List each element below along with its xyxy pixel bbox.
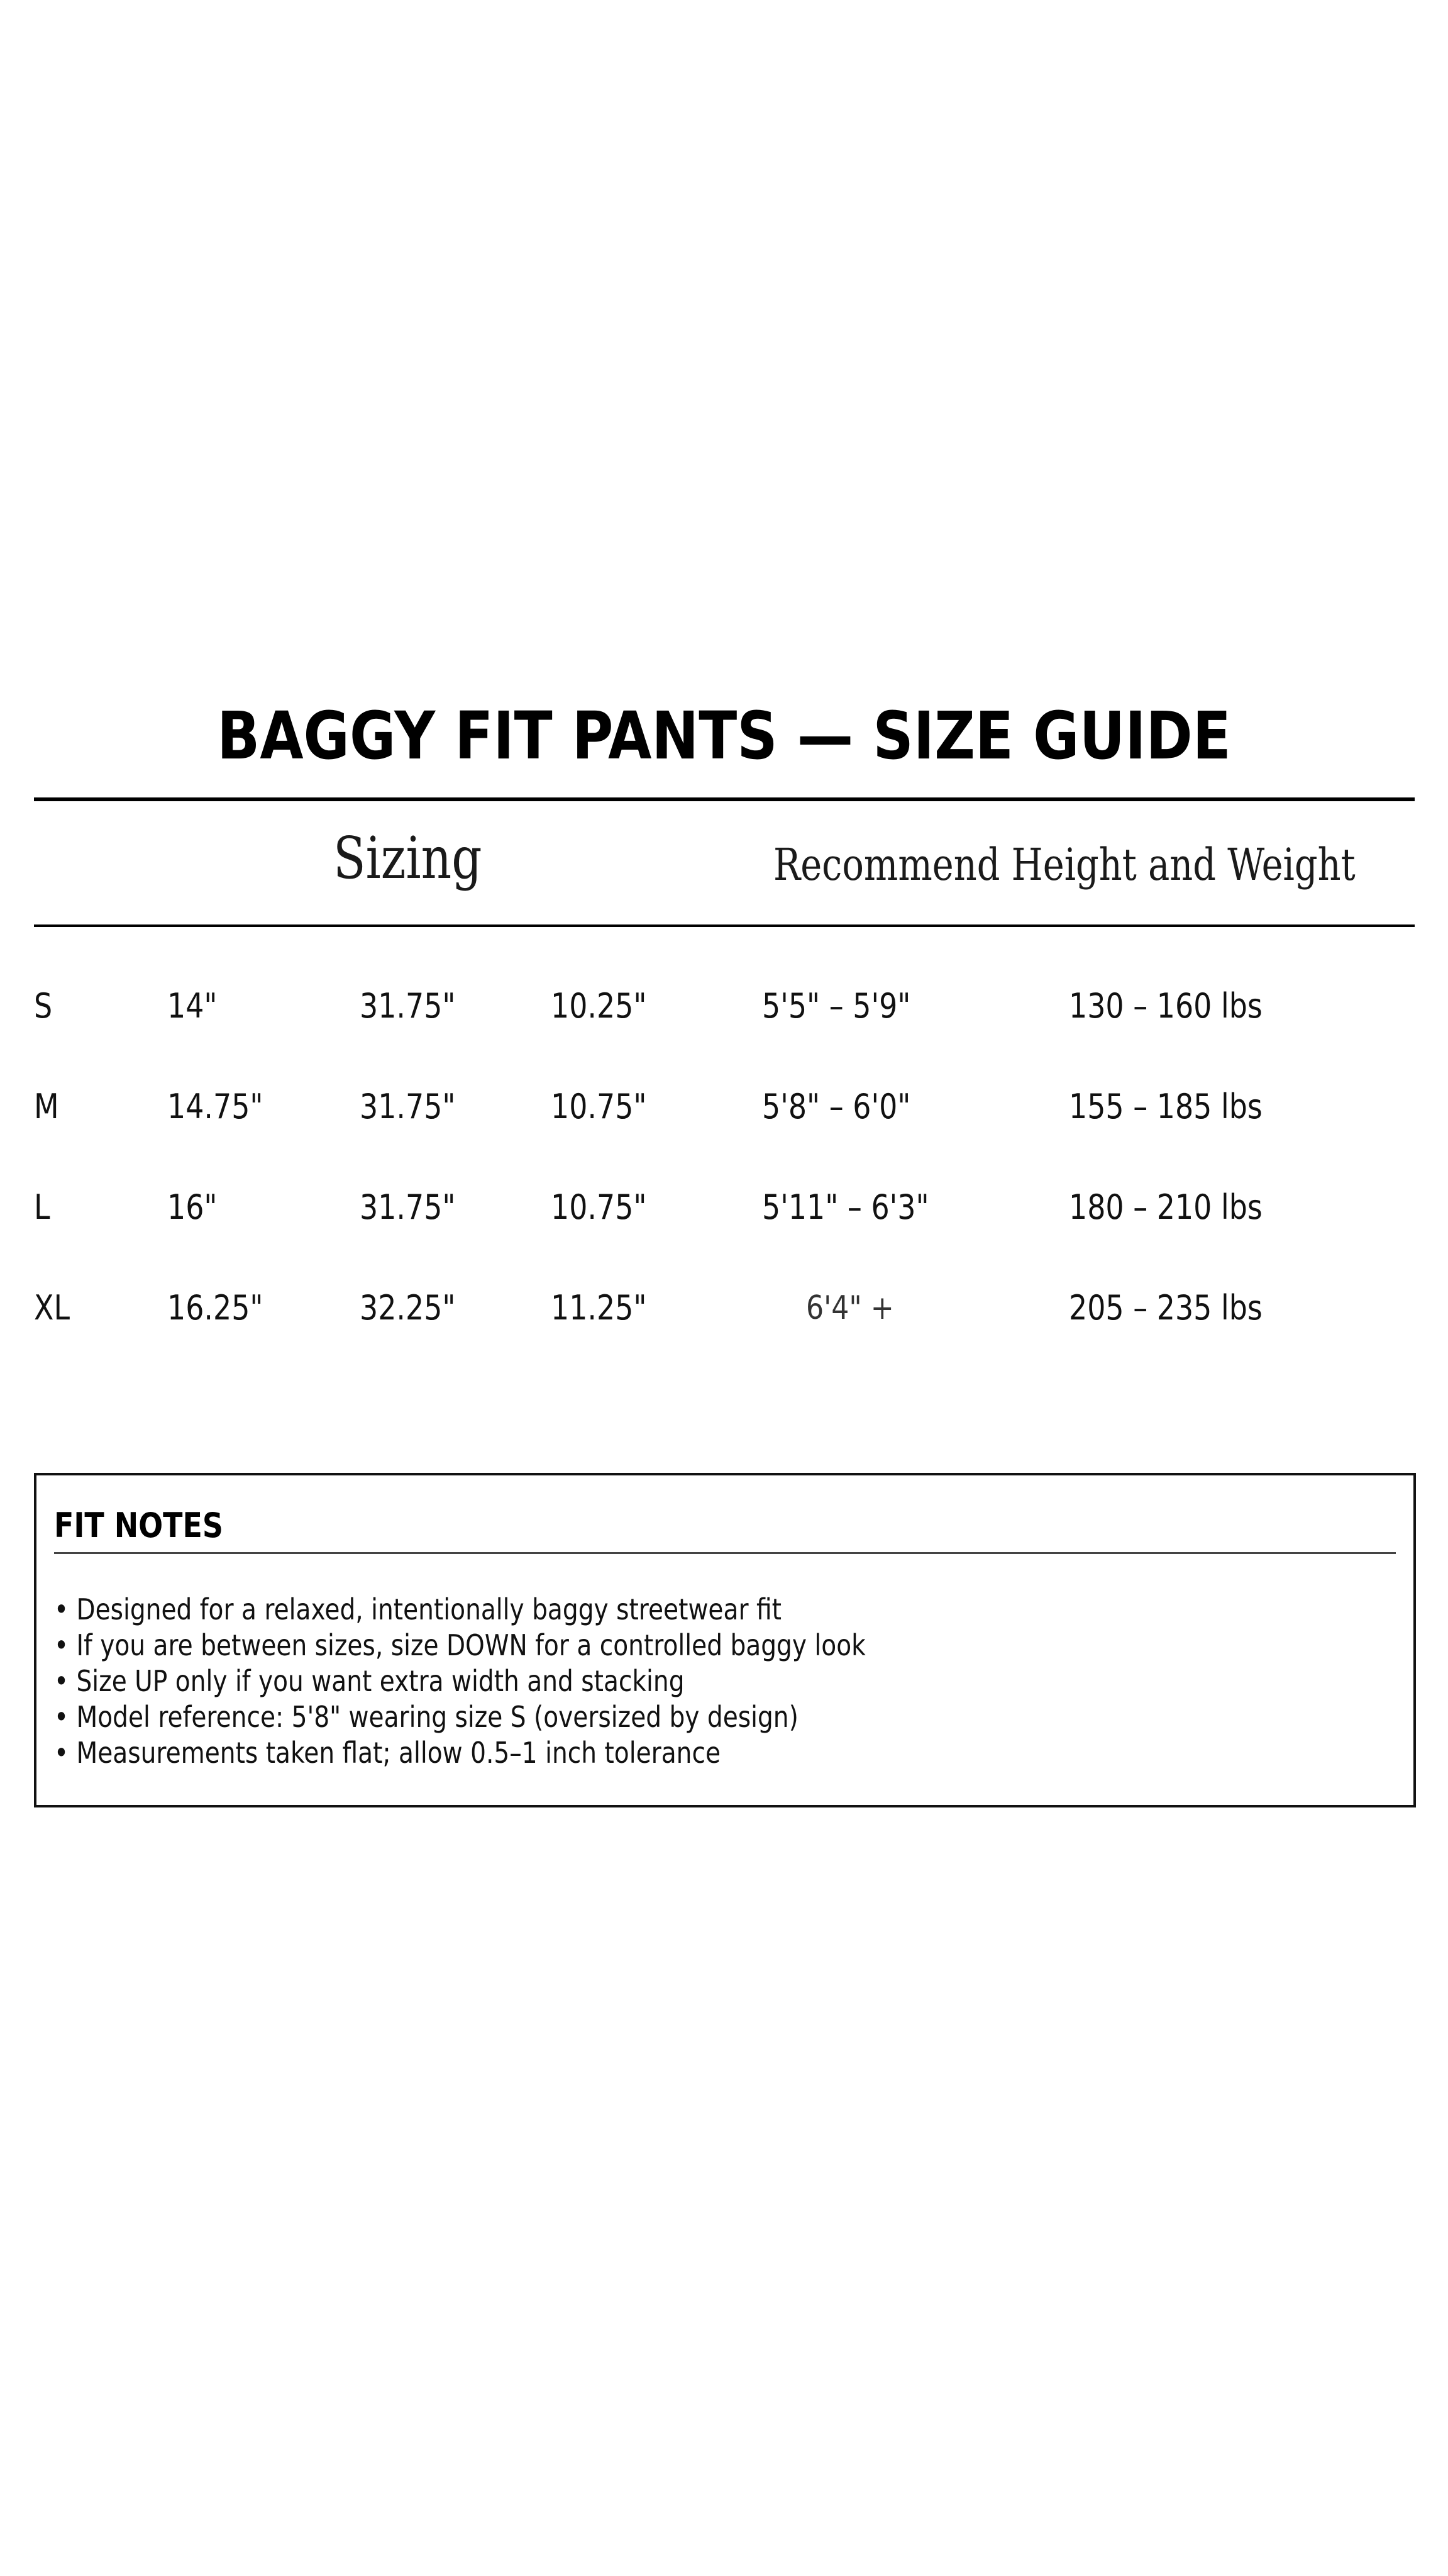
measurement-1: 14": [167, 986, 218, 1026]
size-row-m: [0, 1079, 1448, 1135]
measurement-3: 10.75": [551, 1187, 647, 1227]
measurement-1: 16": [167, 1187, 218, 1227]
header-divider-top: [34, 797, 1415, 801]
fit-note-item: • Model reference: 5'8" wearing size S (oversized by design): [54, 1700, 799, 1734]
page-title: BAGGY FIT PANTS — SIZE GUIDE: [217, 697, 1231, 774]
size-row-l: [0, 1179, 1448, 1236]
measurement-3: 11.25": [551, 1288, 647, 1328]
measurement-1: 14.75": [167, 1087, 263, 1126]
fit-notes-list: [54, 1592, 1009, 1771]
section-heading-recommend: Recommend Height and Weight: [773, 839, 1356, 891]
measurement-3: 10.75": [551, 1087, 647, 1126]
recommended-weight: 180 – 210 lbs: [1069, 1187, 1263, 1227]
fit-note-item: • If you are between sizes, size DOWN for a controlled baggy look: [54, 1628, 866, 1662]
recommended-height: 6'4" +: [806, 1289, 894, 1327]
fit-note-item: • Measurements taken flat; allow 0.5–1 inch tolerance: [54, 1736, 721, 1770]
measurement-2: 31.75": [360, 986, 456, 1026]
recommended-weight: 155 – 185 lbs: [1069, 1087, 1263, 1126]
fit-note-item: • Size UP only if you want extra width and stacking: [54, 1664, 685, 1698]
measurement-2: 32.25": [360, 1288, 456, 1328]
fit-note-item: • Designed for a relaxed, intentionally baggy streetwear fit: [54, 1592, 782, 1626]
measurement-1: 16.25": [167, 1288, 263, 1328]
size-label: S: [34, 986, 53, 1026]
size-label: M: [34, 1087, 59, 1126]
header-divider-bottom: [34, 924, 1415, 927]
recommended-height: 5'5" – 5'9": [762, 986, 911, 1026]
section-heading-sizing: Sizing: [333, 824, 482, 892]
fit-notes-title: FIT NOTES: [54, 1506, 223, 1545]
recommended-height: 5'11" – 6'3": [762, 1187, 929, 1227]
measurement-2: 31.75": [360, 1087, 456, 1126]
size-label: XL: [34, 1288, 70, 1328]
size-row-xl: [0, 1280, 1448, 1336]
measurement-2: 31.75": [360, 1187, 456, 1227]
size-row-s: [0, 978, 1448, 1035]
recommended-weight: 205 – 235 lbs: [1069, 1288, 1263, 1328]
recommended-weight: 130 – 160 lbs: [1069, 986, 1263, 1026]
measurement-3: 10.25": [551, 986, 647, 1026]
fit-notes-box: [34, 1473, 1416, 1807]
size-label: L: [34, 1187, 50, 1227]
fit-notes-divider: [54, 1552, 1396, 1554]
recommended-height: 5'8" – 6'0": [762, 1087, 911, 1126]
